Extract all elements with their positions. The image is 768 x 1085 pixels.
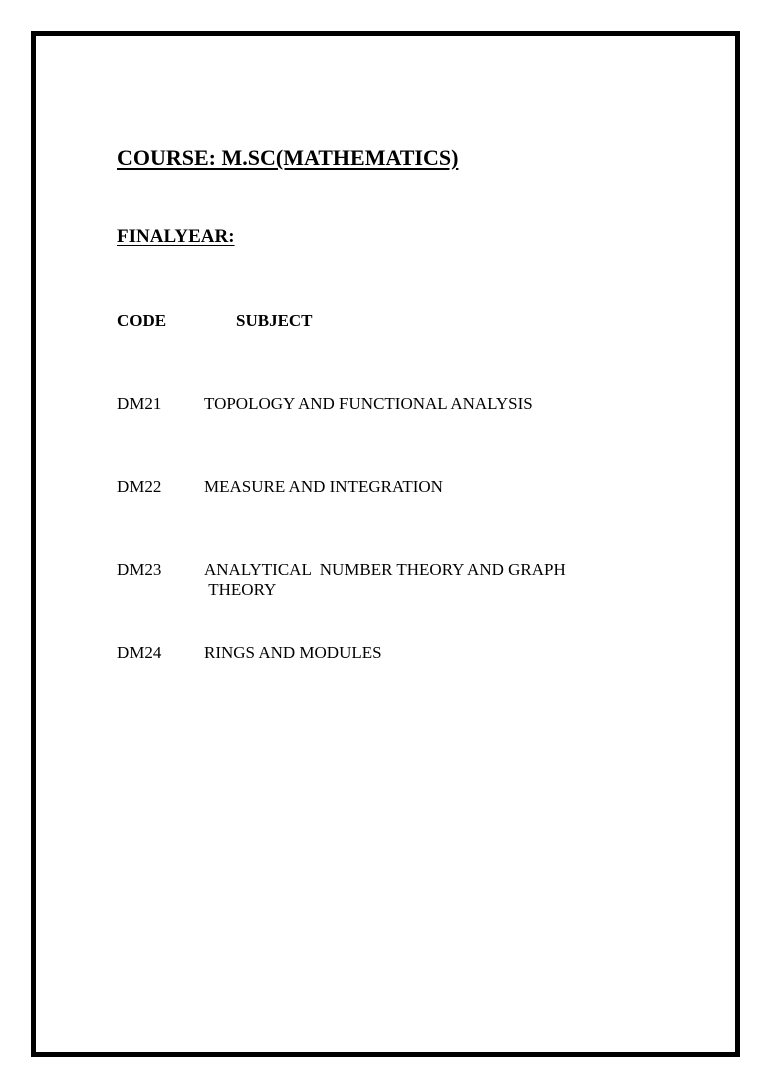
page-border [31,31,740,1057]
subject-code: DM22 [117,477,162,496]
subject-name: ANALYTICAL NUMBER THEORY AND GRAPH THEORY [204,560,566,599]
year-title: FINALYEAR: [117,226,235,247]
subject-code: DM24 [117,643,162,662]
subject-name: RINGS AND MODULES [204,643,382,662]
code-column-header: CODE [117,311,167,330]
subject-code: DM21 [117,394,162,413]
subject-name: MEASURE AND INTEGRATION [204,477,443,496]
subject-name: TOPOLOGY AND FUNCTIONAL ANALYSIS [204,394,533,413]
subject-column-header: SUBJECT [236,311,313,330]
course-title: COURSE: M.SC(MATHEMATICS) [117,145,459,170]
subject-code: DM23 [117,560,162,579]
